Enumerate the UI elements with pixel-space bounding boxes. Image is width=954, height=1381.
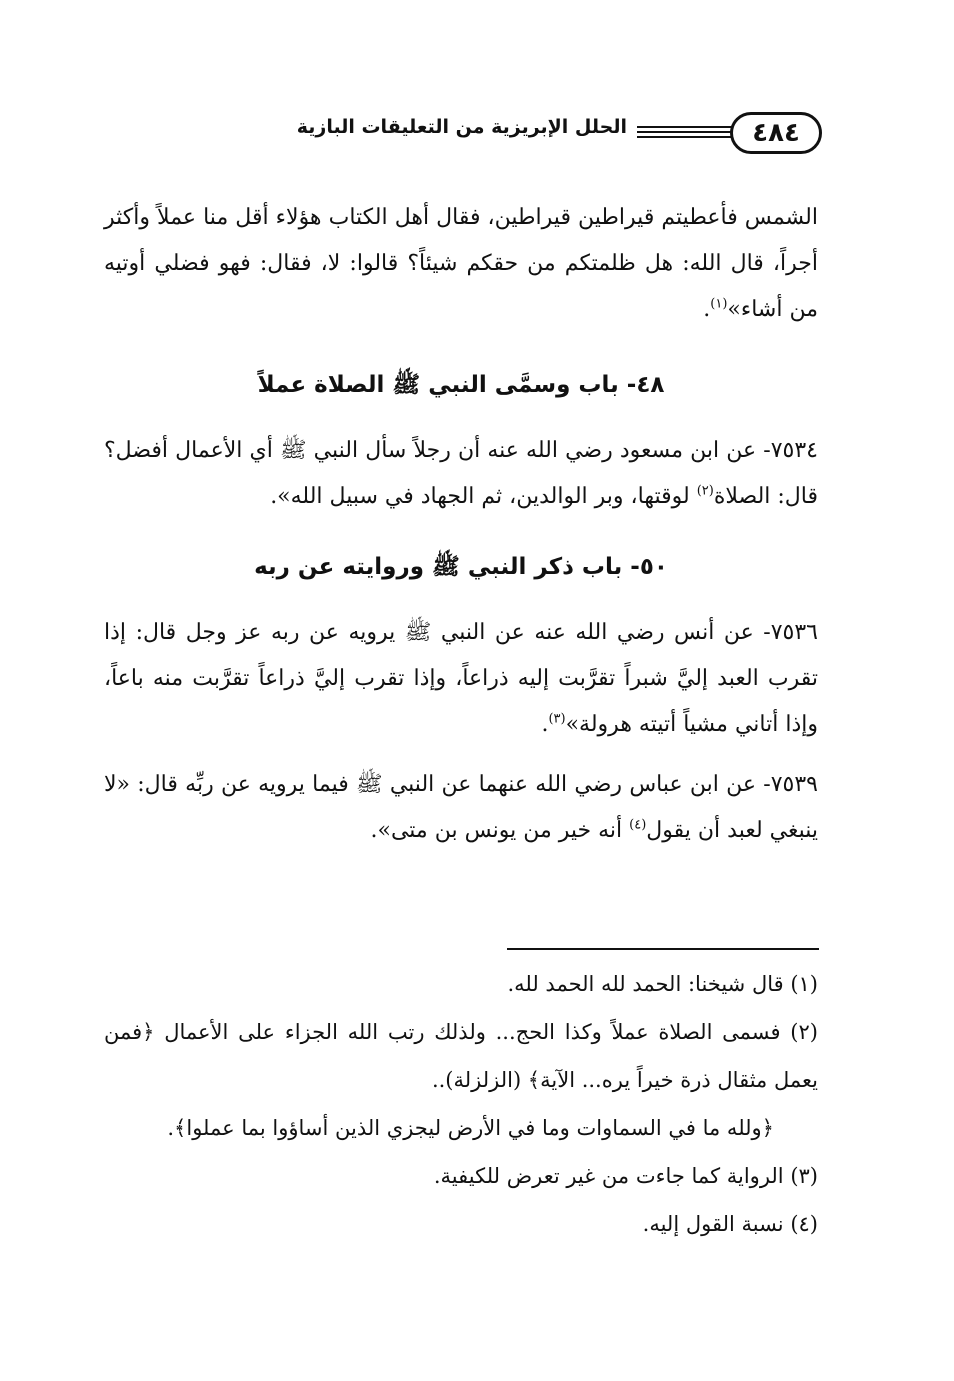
footnote-ref: (٣) bbox=[548, 711, 566, 727]
hadith-text: لوقتها، وبر الوالدين، ثم الجهاد في سبيل الله». bbox=[270, 484, 690, 509]
footnote-1: (١) قال شيخنا: الحمد لله الحمد لله. bbox=[507, 972, 818, 996]
page-number: ٤٨٤ bbox=[730, 112, 822, 154]
section-heading-48: ٤٨- باب وسمَّى النبي ﷺ الصلاة عملاً bbox=[257, 372, 665, 398]
hadith-number: ٧٥٣٤- bbox=[763, 438, 818, 463]
hadith-text: أنه خير من يونس بن متى». bbox=[370, 818, 623, 843]
hadith-7539 bbox=[104, 762, 818, 854]
continuation-end: . bbox=[703, 297, 711, 322]
header-rule bbox=[637, 126, 732, 128]
footnote-ref: (٢) bbox=[696, 483, 714, 499]
hadith-text: عن ابن مسعود رضي الله عنه أن رجلاً سأل النبي ﷺ أي الأعمال أفضل؟ قال: الصلاة bbox=[104, 438, 818, 509]
hadith-text: عن ابن عباس رضي الله عنهما عن النبي ﷺ فيما يرويه عن ربِّه قال: «لا ينبغي لعبد أن يقول bbox=[104, 772, 818, 843]
hadith-end: . bbox=[541, 712, 549, 737]
hadith-number: ٧٥٣٩- bbox=[763, 772, 818, 797]
continuation-text: الشمس فأعطيتم قيراطين قيراطين، فقال أهل الكتاب هؤلاء أقل منا عملاً وأكثر أجراً، قال الله: هل ظلمتكم من حقكم شيئاً؟ قالوا: لا، فقال: فهو فضلي أوتيه من أشاء» bbox=[104, 205, 818, 322]
page-header bbox=[100, 112, 822, 160]
continuation-paragraph bbox=[104, 195, 818, 333]
footnote-separator bbox=[507, 948, 819, 950]
footnotes bbox=[104, 960, 818, 1248]
footnote-3: (٣) الرواية كما جاءت من غير تعرض للكيفية. bbox=[433, 1164, 818, 1188]
footnote-4: (٤) نسبة القول إليه. bbox=[642, 1212, 818, 1236]
footnote-ref: (١) bbox=[710, 296, 728, 312]
footnote-2-continued: ﴿ولله ما في السماوات وما في الأرض ليجزي الذين أساؤوا بما عملوا﴾. bbox=[167, 1116, 774, 1140]
running-title: الحلل الإبريزية من التعليقات البازية bbox=[296, 116, 627, 138]
footnote-2: (٢) فسمى الصلاة عملاً وكذا الحج... ولذلك رتب الله الجزاء على الأعمال ﴿فمن يعمل مثقال ذرة خيراً يره... الآية﴾ (الزلزلة).. bbox=[104, 1020, 818, 1092]
header-rule bbox=[637, 131, 732, 133]
hadith-7534 bbox=[104, 428, 818, 520]
hadith-number: ٧٥٣٦- bbox=[763, 620, 818, 645]
footnote-ref: (٤) bbox=[629, 817, 647, 833]
hadith-7536 bbox=[104, 610, 818, 748]
header-rule bbox=[637, 136, 732, 138]
hadith-text: عن أنس رضي الله عنه عن النبي ﷺ يرويه عن ربه عز وجل قال: إذا تقرب العبد إليَّ شبراً تقرَّبت إليه ذراعاً، وإذا تقرب إليَّ ذراعاً تقرَّبت منه باعاً، وإذا أتاني مشياً أتيته هرولة» bbox=[104, 620, 818, 737]
section-heading-50: ٥٠- باب ذكر النبي ﷺ وروايته عن ربه bbox=[254, 554, 668, 580]
